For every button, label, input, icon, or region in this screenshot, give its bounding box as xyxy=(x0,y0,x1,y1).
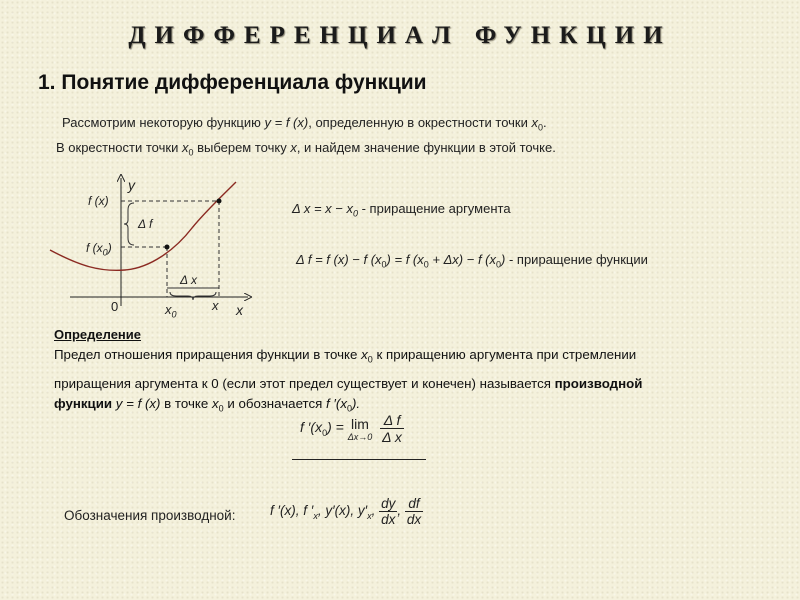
notation-dy-dx xyxy=(379,496,397,527)
definition-sub: 0 xyxy=(367,354,373,365)
definition-notation: f ′(x xyxy=(326,395,347,411)
intro-point: x xyxy=(531,115,538,130)
limit-lhs: ) = xyxy=(327,419,348,436)
limit-formula xyxy=(300,412,404,445)
intro-text: . xyxy=(543,115,547,130)
limit-numerator: Δ f xyxy=(383,412,401,428)
definition-bold: функции xyxy=(54,395,113,411)
notation-frac-den: dx xyxy=(406,512,422,527)
notation-item: , xyxy=(371,503,380,519)
limit-lim: lim xyxy=(351,415,369,432)
intro-var: x xyxy=(290,140,297,155)
intro-text: , определенную в окрестности точки xyxy=(308,115,532,130)
x0-axis-label xyxy=(165,302,177,320)
delta-f-brace xyxy=(124,203,134,245)
intro-text: Рассмотрим некоторую функцию xyxy=(62,115,265,130)
notation-item: , y′(x), y′ xyxy=(317,503,368,519)
notation-frac-den: dx xyxy=(381,512,396,527)
limit-fraction xyxy=(380,412,404,445)
definition-text: к приращению аргумента при стремлении xyxy=(372,347,637,362)
fx0-label-close: ) xyxy=(107,241,112,255)
delta-f-sub: 0 xyxy=(381,259,387,270)
notation-item: f ′(x), f ′ xyxy=(270,503,314,519)
definition-text: Предел отношения приращения функции в точке xyxy=(54,347,362,362)
intro-point-sub: 0 xyxy=(188,147,194,158)
delta-f-desc: - приращение функции xyxy=(505,252,648,267)
intro-point: x xyxy=(181,140,189,155)
definition-body xyxy=(54,343,642,420)
x0-label-sub: 0 xyxy=(171,309,177,320)
section-heading-text: Понятие дифференциала функции xyxy=(61,71,427,94)
definition-line-1 xyxy=(54,343,642,372)
intro-func: y = f (x) xyxy=(264,115,309,130)
delta-x-sub: 0 xyxy=(352,208,358,219)
fx0-label-text: f (x xyxy=(86,241,103,255)
definition-text: в точке xyxy=(160,395,212,411)
notation-frac-num: df xyxy=(408,496,420,511)
point-x xyxy=(217,199,222,204)
x-axis-label: x xyxy=(236,302,243,318)
delta-x-expr: Δ x = x − x xyxy=(292,201,353,216)
notations-list xyxy=(270,496,423,527)
definition-text: и обозначается xyxy=(223,395,327,411)
intro-text: , и найдем значение функции в этой точке. xyxy=(296,140,556,155)
delta-f-sub: 0 xyxy=(496,259,502,270)
definition-heading: Определение xyxy=(54,327,142,342)
delta-f-label: Δ f xyxy=(138,217,153,231)
limit-under: Δx→0 xyxy=(347,431,373,442)
x-point-label: x xyxy=(212,298,219,313)
limit-lhs-sub: 0 xyxy=(322,428,328,438)
section-number: 1. xyxy=(38,71,56,94)
delta-f-expr: ) xyxy=(501,252,506,267)
delta-f-expr: + Δx) − f (x xyxy=(428,252,496,267)
limit-lhs: f ′(x xyxy=(300,419,323,436)
definition-sub: 0 xyxy=(218,403,224,414)
y-axis-label: y xyxy=(128,177,135,193)
definition-sub: 0 xyxy=(346,403,352,414)
notation-frac-num: dy xyxy=(381,496,396,511)
main-title: ДИФФЕРЕНЦИАЛ ФУНКЦИИ xyxy=(128,22,672,49)
delta-x-desc: - приращение аргумента xyxy=(358,201,511,216)
delta-x-brace xyxy=(170,292,216,300)
formula-divider xyxy=(292,459,426,460)
limit-operator xyxy=(348,416,373,442)
definition-var: x xyxy=(211,395,219,411)
intro-point-sub: 0 xyxy=(537,122,543,133)
delta-x-formula xyxy=(292,201,511,219)
definition-func: y = f (x) xyxy=(112,395,161,411)
fx-label: f (x) xyxy=(88,194,109,208)
delta-f-formula xyxy=(296,252,648,270)
fx0-label xyxy=(86,241,112,257)
definition-var: x xyxy=(361,347,368,362)
point-x0 xyxy=(165,245,170,250)
notation-sub: x xyxy=(313,510,318,521)
limit-denominator: Δ x xyxy=(382,429,402,445)
delta-f-sub: 0 xyxy=(423,259,429,270)
definition-text: приращения аргумента к 0 (если этот предел существует и конечен) называется xyxy=(54,375,555,391)
origin-label: 0 xyxy=(111,299,119,314)
delta-f-expr: ) = f (x xyxy=(386,252,424,267)
notation-sub: x xyxy=(367,510,372,521)
definition-bold: производной xyxy=(554,375,643,391)
delta-x-label: Δ x xyxy=(180,273,197,287)
notation-comma: , xyxy=(397,503,405,519)
delta-f-expr: Δ f = f (x) − f (x xyxy=(296,252,382,267)
definition-notation: ). xyxy=(352,395,361,411)
fx0-label-sub: 0 xyxy=(102,247,108,258)
intro-text: В окрестности точки xyxy=(56,140,182,155)
intro-text: выберем точку xyxy=(193,140,291,155)
x0-label-text: x xyxy=(165,302,172,317)
notations-label: Обозначения производной: xyxy=(64,508,236,523)
notation-df-dx xyxy=(405,496,423,527)
